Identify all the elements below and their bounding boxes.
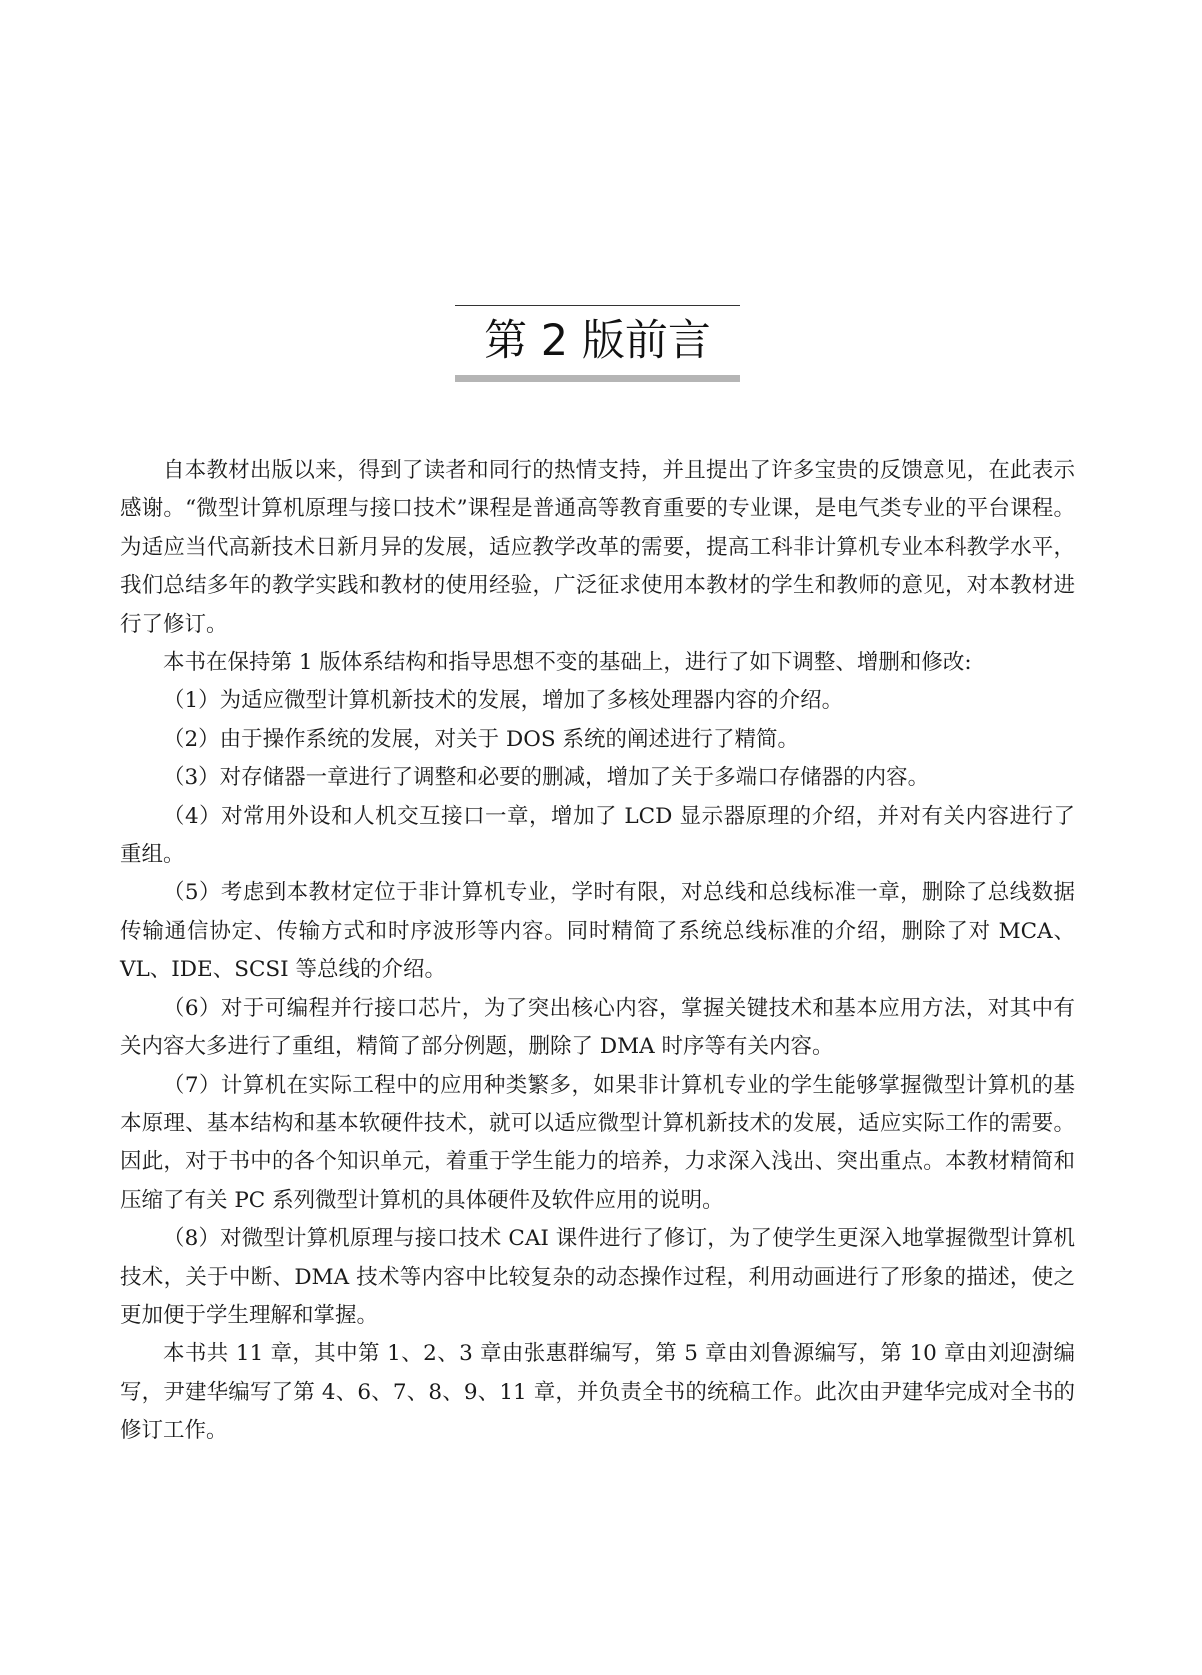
paragraph-intro: 自本教材出版以来，得到了读者和同行的热情支持，并且提出了许多宝贵的反馈意见，在此表示感谢。“微型计算机原理与接口技术”课程是普通高等教育重要的专业课，是电气类专业的平台课程。为适应当代高新技术日新月异的发展，适应教学改革的需要，提高工科非计算机专业本科教学水平，我们总结多年的教学实践和教材的使用经验，广泛征求使用本教材的学生和教师的意见，对本教材进行了修订。 (120, 458, 1075, 637)
body-text (120, 452, 1075, 1451)
list-item-7: （7）计算机在实际工程中的应用种类繁多，如果非计算机专业的学生能够掌握微型计算机的基本原理、基本结构和基本软硬件技术，就可以适应微型计算机新技术的发展，适应实际工作的需要。因此，对于书中的各个知识单元，着重于学生能力的培养，力求深入浅出、突出重点。本教材精简和压缩了有关 PC 系列微型计算机的具体硬件及软件应用的说明。 (120, 1072, 1075, 1213)
list-item-2: （2）由于操作系统的发展，对关于 DOS 系统的阐述进行了精简。 (163, 726, 799, 752)
list-item-8: （8）对微型计算机原理与接口技术 CAI 课件进行了修订，为了使学生更深入地掌握微型计算机技术，关于中断、DMA 技术等内容中比较复杂的动态操作过程，利用动画进行了形象的描述，使之更加便于学生理解和掌握。 (120, 1226, 1075, 1328)
list-item-3: （3）对存储器一章进行了调整和必要的删减，增加了关于多端口存储器的内容。 (163, 765, 930, 791)
paragraph-authors: 本书共 11 章，其中第 1、2、3 章由张惠群编写，第 5 章由刘鲁源编写，第 10 章由刘迎澍编写，尹建华编写了第 4、6、7、8、9、11 章，并负责全书的统稿工作。此次由尹建华完成对全书的修订工作。 (120, 1341, 1075, 1444)
list-item-5: （5）考虑到本教材定位于非计算机专业，学时有限，对总线和总线标准一章，删除了总线数据传输通信协定、传输方式和时序波形等内容。同时精简了系统总线标准的介绍，删除了对 MCA、VL、IDE、SCSI 等总线的介绍。 (120, 880, 1075, 983)
title-top-rule (455, 305, 740, 306)
page-title: 第 2 版前言 (484, 316, 711, 366)
list-item-6: （6）对于可编程并行接口芯片，为了突出核心内容，掌握关键技术和基本应用方法，对其中有关内容大多进行了重组，精简了部分例题，删除了 DMA 时序等有关内容。 (120, 995, 1075, 1060)
list-item-1: （1）为适应微型计算机新技术的发展，增加了多核处理器内容的介绍。 (163, 688, 844, 714)
title-bottom-rule (455, 375, 740, 382)
paragraph-revision-summary: 本书在保持第 1 版体系结构和指导思想不变的基础上，进行了如下调整、增删和修改: (163, 650, 972, 676)
list-item-4: （4）对常用外设和人机交互接口一章，增加了 LCD 显示器原理的介绍，并对有关内容进行了重组。 (120, 803, 1075, 868)
